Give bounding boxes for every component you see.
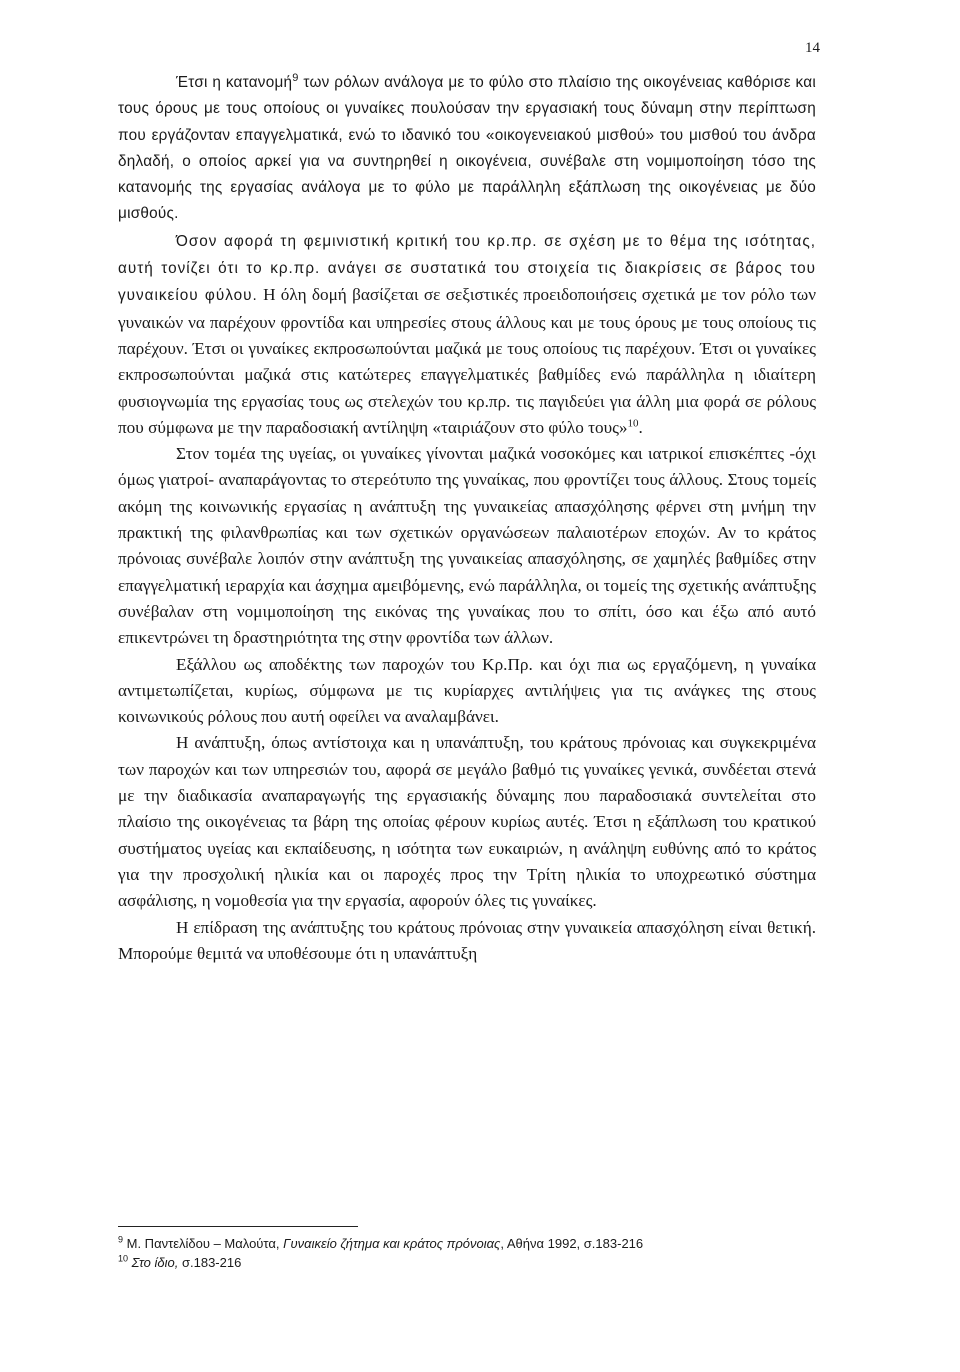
paragraph-employment-effect: Η επίδραση της ανάπτυξης του κράτους πρόνοιας στην γυναικεία απασχόληση είναι θετική. Μπορούμε θεμιτά να υποθέσουμε ότι η υπανάπτυξη [118,917,816,963]
footnote-ref-10[interactable]: 10 [627,417,639,430]
paragraph-2-part-b: Η όλη δομή βασίζεται σε σεξιστικές προειδοποιήσεις σχετικά με τον ρόλο των γυναικών να παρέχουν φροντίδα και υπηρεσίες στους άλλους και με τους όρους με τους οποίους τις παρέχουν. Έτσι οι γυναίκες εκπροσωπούνται μαζικά με τους οποίους τις παρέχουν. [118,285,817,358]
paragraph-2-part-c: Έτσι οι γυναίκες εκπροσωπούνται μαζικά στις κατώτερες επαγγελματικές βαθμίδες ενώ παράλληλα η ιδιαίτερη φυσιογνωμία της εργασίας τους ως στελεχών του κρ.πρ. τις παγιδεύει για άλλη μια φορά σε ρόλους που σύμφωνα με την παραδοσιακή αντίληψη «ταιριάζουν στο φύλο τους» [118,338,816,437]
footnote-9-author: Μ. Παντελίδου – Μαλούτα, [123,1236,284,1251]
footnote-9-details: , Αθήνα 1992, σ.183-216 [500,1236,644,1251]
footnote-ref-9[interactable]: 9 [292,71,299,84]
footnote-10-details: σ.183-216 [178,1255,242,1270]
paragraph-health-sector: Στον τομέα της υγείας, οι γυναίκες γίνονται μαζικά νοσοκόμες και ιατρικοί επισκέπτες -όχι όμως γιατροί- αναπαράγοντας το στερεότυπο της γυναίκας, που φροντίζει τους άλλους. Στους τομείς ακόμη της κοινωνικής εργασίας η ανάπτυξη της γυναικείας απασχόλησης φέρνει στη μνήμη την πρακτική της φιλανθρωπίας και των σχετικών οργανώσεων παλαιοτέρων εποχών. Αν το κράτος πρόνοιας συνέβαλε λοιπόν στην ανάπτυξη της γυναικείας απασχόλησης, σε χαμηλές βαθμίδες στην επαγγελματική ιεραρχία και άσχημα αμειβόμενης, ενώ παράλληλα, οι τομείς της σχετικής ανάπτυξης συνέβαλαν στη νομιμοποίηση της εικόνας της γυναίκας που το σπίτι, όσο και έξω από αυτό επικεντρώνει τη δραστηριότητα της στην φροντίδα των άλλων. [118,444,816,648]
paragraph-family-wage [118,70,816,228]
footnote-10 [118,1253,818,1272]
paragraph-welfare-development: Η ανάπτυξη, όπως αντίστοιχα και η υπανάπτυξη, του κράτους πρόνοιας και συγκεκριμένα των παροχών και των υπηρεσιών του, αφορά σε μεγάλο βαθμό τις γυναίκες γενικά, συνδέεται στενά με την διαδικασία αναπαραγωγής της εργασιακής δύναμης που παραδοσιακά συντελείται στο πλαίσιο της οικογένειας τα βάρη της οποίας φέρουν κυρίως αυτές. Έτσι η εξάπλωση του κρατικού συστήματος υγείας και εκπαίδευσης, η ισότητα των ευκαιριών, η ανάληψη ευθύνης από το κράτος για την προσχολική ηλικία και οι παροχές προς την Τρίτη ηλικία το υποχρεωτικό σύστημα ασφάλισης, η νομοθεσία για την εργασία, αφορούν όλες τις γυναίκες. [118,733,816,911]
paragraph-1-start: Έτσι η κατανομή [176,74,293,91]
paragraph-2-end: . [638,417,643,437]
footnote-10-mark: 10 [118,1253,129,1264]
body-text [118,70,816,967]
footnote-separator [118,1226,358,1227]
paragraph-recipient: Εξάλλου ως αποδέκτης των παροχών του Κρ.Πρ. και όχι πια ως εργαζόμενη, η γυναίκα αντιμετωπίζεται, κυρίως, σύμφωνα με τις κυρίαρχες αντιλήψεις για τις ανάγκες της στους κοινωνικούς ρόλους που αυτή οφείλει να αναλαμβάνει. [118,654,816,727]
footnote-9-title: Γυναικείο ζήτημα και κράτος πρόνοιας [283,1236,501,1251]
paragraph-1-rest: των ρόλων ανάλογα με το φύλο στο πλαίσιο της οικογένειας καθόρισε και τους όρους με τους οποίους οι γυναίκες πουλούσαν την εργασιακή τους δύναμη στην περίπτωση που εργάζονταν επαγγελματικά, ενώ το ιδανικό του «οικογενειακού μισθού» του μισθού του άνδρα δηλαδή, ο οποίος αρκεί για να συντηρηθεί η οικογένεια, συνέβαλε στη νομιμοποίηση τόσο της κατανομής της εργασίας ανάλογα με το φύλο με παράλληλη εξάπλωση της οικογένειας με δύο μισθούς. [118,74,816,223]
paragraph-feminist-critique [118,228,816,441]
footnote-10-ibid: Στο ίδιο, [128,1255,179,1270]
page-number: 14 [805,40,820,56]
footnote-9-mark: 9 [118,1234,124,1245]
paragraph-2-part-a: Όσον αφορά τη φεμινιστική κριτική του κρ.πρ. σε σχέση με το θέμα της ισότητας, αυτή τονίζει ότι το κρ.πρ. ανάγει σε συστατικά του στοιχεία τις διακρίσεις σε βάρος του γυναικείου φύλου. [118,232,816,305]
footnotes [118,1234,818,1272]
footnote-9 [118,1234,818,1253]
